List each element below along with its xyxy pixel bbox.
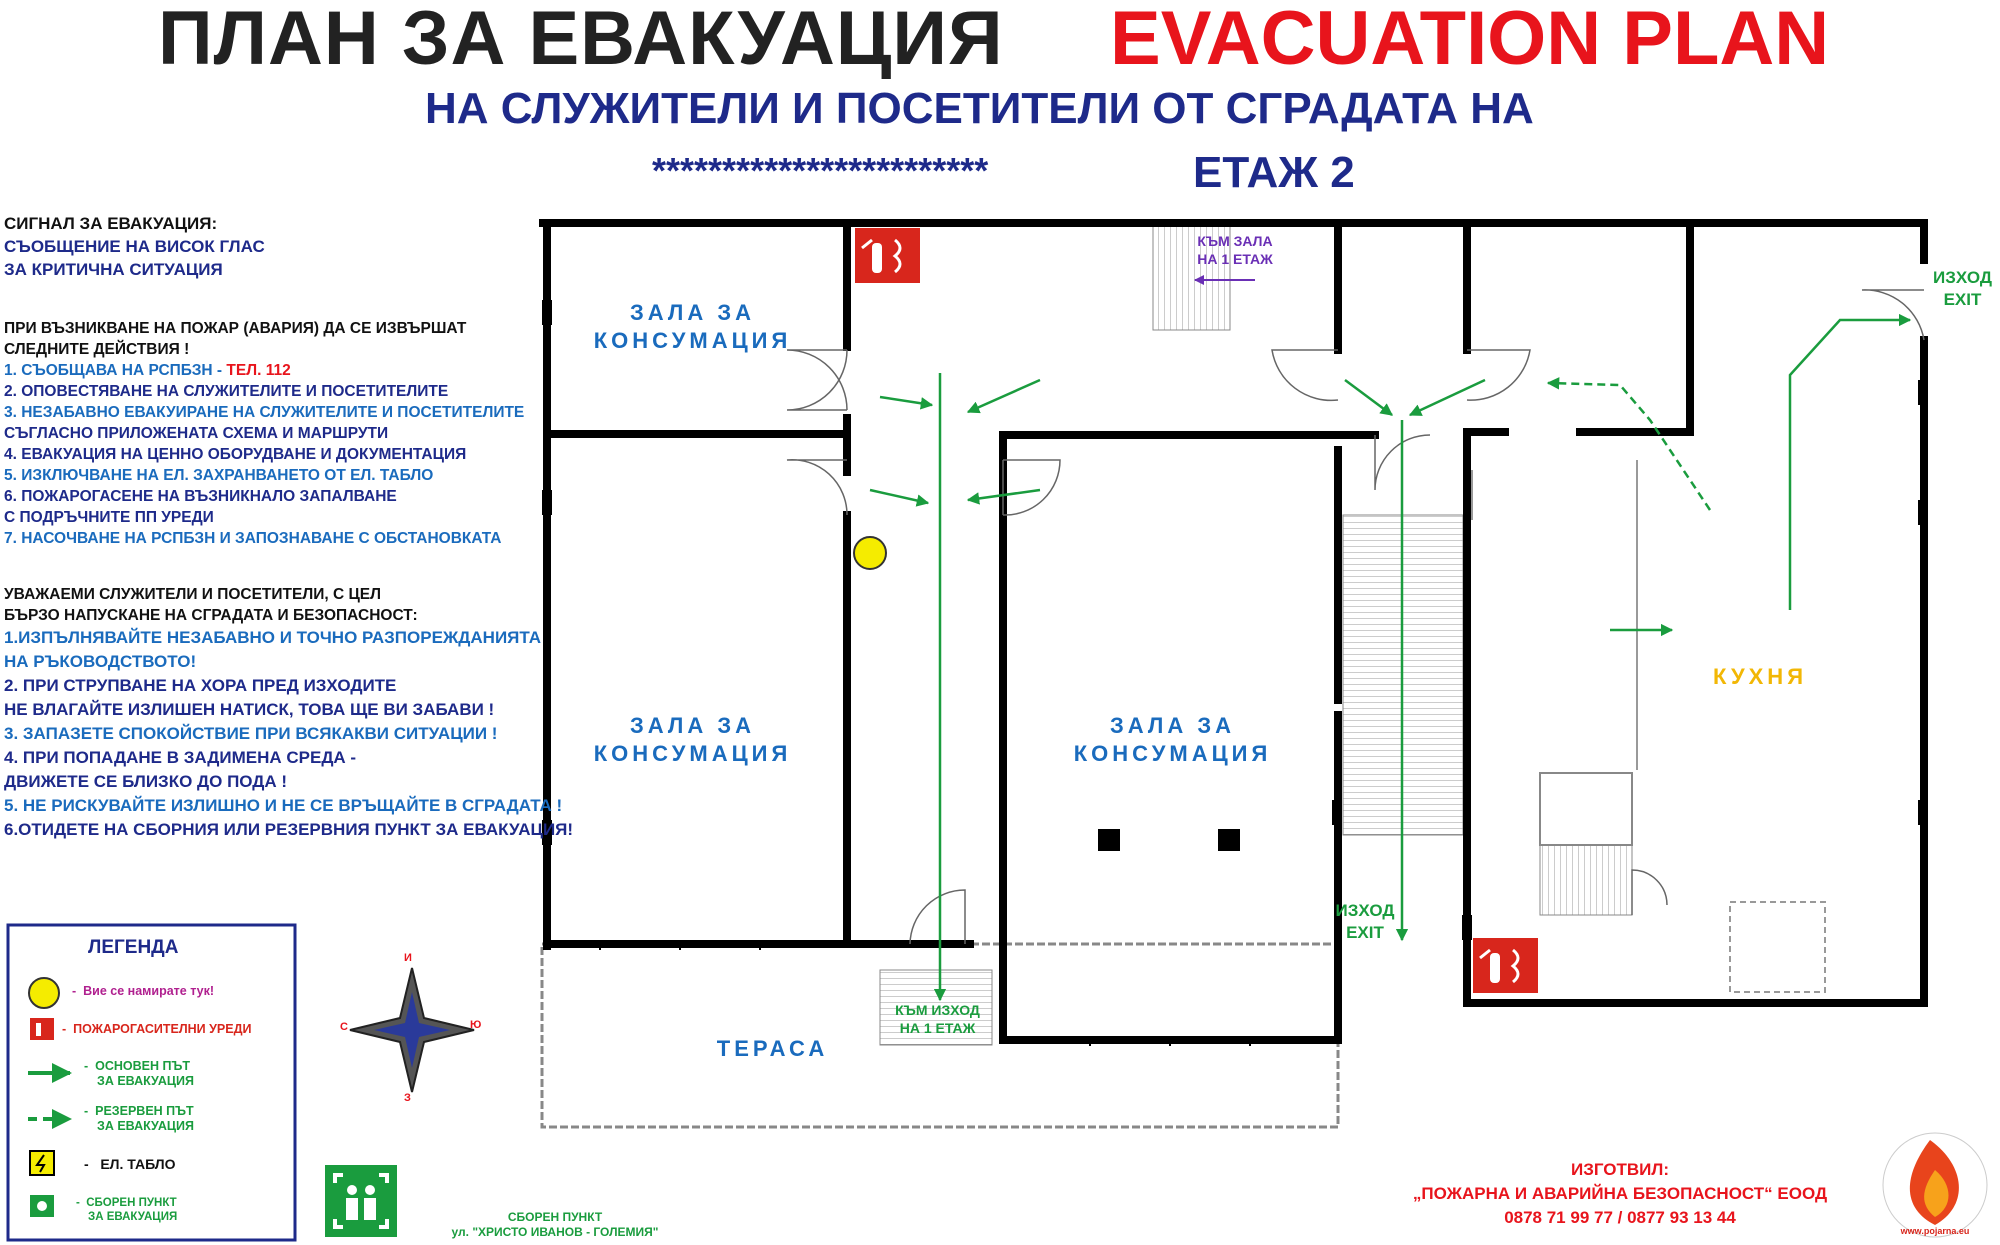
subtitle: НА СЛУЖИТЕЛИ И ПОСЕТИТЕЛИ ОТ СГРАДАТА НА [425,84,1534,133]
exit-label-en: EXIT [1943,290,1982,309]
advice-intro-2: БЪРЗО НАПУСКАНЕ НА СГРАДАТА И БЕЗОПАСНОСТ: [4,607,418,624]
legend-extinguisher-icon [30,1018,54,1040]
legend-main-route-line-2: ЗА ЕВАКУАЦИЯ [97,1074,195,1088]
hall-label-line-2: КОНСУМАЦИЯ [593,328,792,353]
title-en: EVACUATION PLAN [1110,0,1830,81]
legend-main-route [84,1059,194,1089]
legend-electrical-panel-icon [30,1151,54,1175]
advice-item-6: 6.ОТИДЕТЕ НА СБОРНИЯ ИЛИ РЕЗЕРВНИЯ ПУНКТ ЗА ЕВАКУАЦИЯ! [4,820,574,839]
author-block [1360,1158,1880,1230]
action-item-2: 2. ОПОВЕСТЯВАНЕ НА СЛУЖИТЕЛИТЕ И ПОСЕТИТЕЛИТЕ [4,383,449,400]
legend-panel-text: ЕЛ. ТАБЛО [100,1156,176,1172]
exit-label-en: EXIT [1346,923,1384,942]
assembly-point-sign-icon [325,1165,397,1237]
exit-label-right [1925,267,2000,311]
legend-you-are-here [72,984,214,998]
exit-label-bg: ИЗХОД [1933,268,1992,287]
stairs-to-hall-label [1175,232,1295,268]
kitchen-area-dashed [1730,902,1825,992]
action-item-1-tel: ТЕЛ. 112 [226,362,291,379]
stairs-to-exit-label [880,1001,995,1037]
legend-dash: - [62,1022,67,1036]
advice-item-1b: НА РЪКОВОДСТВОТО! [4,652,197,671]
advice-item-5: 5. НЕ РИСКУВАЙТЕ ИЗЛИШНО И НЕ СЕ ВРЪЩАЙТЕ В СГРАДАТА ! [4,796,563,815]
stairs-kitchen [1540,845,1632,915]
kitchen-label: КУХНЯ [1712,664,1808,689]
legend-dash: - [84,1059,89,1073]
legend-reserve-route-line-1: РЕЗЕРВЕН ПЪТ [95,1104,194,1118]
exit-label-center [1325,900,1405,944]
signal-line-2: ЗА КРИТИЧНА СИТУАЦИЯ [4,260,223,279]
legend-assembly-line-1: СБОРЕН ПУНКТ [86,1197,177,1209]
exit-label-bg: ИЗХОД [1335,901,1395,920]
you-are-here-marker [854,537,886,569]
extinguisher-icon [855,228,920,283]
legend-extinguishers [62,1022,251,1036]
compass-west-label: С [340,1021,348,1033]
legend-assembly-point-icon [30,1195,54,1217]
legend-reserve-route-line-2: ЗА ЕВАКУАЦИЯ [97,1119,195,1133]
author-phones: 0878 71 99 77 / 0877 93 13 44 [1504,1208,1736,1227]
assembly-point-address: ул. "ХРИСТО ИВАНОВ - ГОЛЕМИЯ" [451,1225,659,1239]
title-bg: ПЛАН ЗА ЕВАКУАЦИЯ [158,0,1004,81]
assembly-point-title: СБОРЕН ПУНКТ [507,1210,603,1224]
legend-assembly-point [76,1196,177,1224]
hall-label-line-2: КОНСУМАЦИЯ [1073,741,1272,766]
legend-dash: - [84,1156,89,1172]
kitchen-pantry [1540,773,1632,845]
fire-actions-list [4,318,524,549]
legend-assembly-line-2: ЗА ЕВАКУАЦИЯ [88,1211,178,1223]
hall-label-center [1040,712,1305,768]
advice-item-2a: 2. ПРИ СТРУПВАНЕ НА ХОРА ПРЕД ИЗХОДИТЕ [4,676,397,695]
legend-dash: - [76,1197,80,1209]
legend-you-are-here-icon [29,978,59,1008]
stairs-to-exit-line-2: НА 1 ЕТАЖ [899,1020,976,1036]
hall-label-line-1: ЗАЛА ЗА [1109,713,1236,738]
action-item-5: 5. ИЗКЛЮЧВАНЕ НА ЕЛ. ЗАХРАНВАНЕТО ОТ ЕЛ. ТАБЛО [4,467,434,484]
action-item-3a: 3. НЕЗАБАВНО ЕВАКУИРАНЕ НА СЛУЖИТЕЛИТЕ И ПОСЕТИТЕЛИТЕ [4,404,525,421]
signal-line-1: СЪОБЩЕНИЕ НА ВИСОК ГЛАС [4,237,265,256]
action-item-1-text: 1. СЪОБЩАВА НА РСПБЗН - [4,362,227,379]
legend-dash: - [72,984,77,998]
advice-item-4a: 4. ПРИ ПОПАДАНЕ В ЗАДИМЕНА СРЕДА - [4,748,357,767]
action-item-3b: СЪГЛАСНО ПРИЛОЖЕНАТА СХЕМА И МАРШРУТИ [4,425,389,442]
author-label: ИЗГОТВИЛ: [1571,1160,1669,1179]
reserve-evacuation-route [1548,383,1710,510]
legend-you-are-here-text: Вие се намирате тук! [83,984,215,998]
action-item-1 [4,360,524,381]
author-company: „ПОЖАРНА И АВАРИЙНА БЕЗОПАСНОСТ“ ЕООД [1412,1184,1828,1203]
advice-item-1a: 1.ИЗПЪЛНЯВАЙТЕ НЕЗАБАВНО И ТОЧНО РАЗПОРЕЖДАНИЯТА [4,628,541,647]
legend-panel [84,1156,176,1172]
legend-title: ЛЕГЕНДА [88,937,179,958]
action-item-6a: 6. ПОЖАРОГАСЕНЕ НА ВЪЗНИКНАЛО ЗАПАЛВАНЕ [4,488,397,505]
compass-rose-icon [350,968,474,1092]
evacuation-signal [4,212,265,281]
floor-label: ЕТАЖ 2 [1193,148,1355,197]
hall-label-left [560,712,825,768]
legend-dash: - [84,1104,89,1118]
advice-item-2b: НЕ ВЛАГАЙТЕ ИЗЛИШЕН НАТИСК, ТОВА ЩЕ ВИ ЗАБАВИ ! [4,700,495,719]
hall-label-line-1: ЗАЛА ЗА [629,300,756,325]
hall-label-line-1: ЗАЛА ЗА [629,713,756,738]
advice-intro-1: УВАЖАЕМИ СЛУЖИТЕЛИ И ПОСЕТИТЕЛИ, С ЦЕЛ [4,586,382,603]
visitor-advice-list [4,584,573,842]
hall-label-line-2: КОНСУМАЦИЯ [593,741,792,766]
legend-main-route-line-1: ОСНОВЕН ПЪТ [95,1059,190,1073]
advice-item-4b: ДВИЖЕТЕ СЕ БЛИЗКО ДО ПОДА ! [4,772,288,791]
stairs-to-hall-line-2: НА 1 ЕТАЖ [1197,251,1273,267]
action-item-4: 4. ЕВАКУАЦИЯ НА ЦЕННО ОБОРУДВАНЕ И ДОКУМЕНТАЦИЯ [4,446,467,463]
terrace-label: ТЕРАСА [716,1036,829,1061]
actions-intro-2: СЛЕДНИТЕ ДЕЙСТВИЯ ! [4,341,190,358]
extinguisher-icon [1473,938,1538,993]
assembly-point-label [400,1210,710,1240]
advice-item-3: 3. ЗАПАЗЕТЕ СПОКОЙСТВИЕ ПРИ ВСЯКАКВИ СИТУАЦИИ ! [4,724,498,743]
signal-heading: СИГНАЛ ЗА ЕВАКУАЦИЯ: [4,214,218,233]
hall-label-top-left [560,299,825,355]
action-item-6b: С ПОДРЪЧНИТЕ ПП УРЕДИ [4,509,214,526]
stairs-to-exit-line-1: КЪМ ИЗХОД [895,1002,980,1018]
logo-website: www.pojarna.eu [1900,1226,1970,1236]
legend-reserve-route [84,1104,194,1134]
legend-extinguishers-text: ПОЖАРОГАСИТЕЛНИ УРЕДИ [73,1022,252,1036]
stairs-to-hall-line-1: КЪМ ЗАЛА [1197,233,1273,249]
action-item-7: 7. НАСОЧВАНЕ НА РСПБЗН И ЗАПОЗНАВАНЕ С ОБСТАНОВКАТА [4,530,502,547]
compass-east-label: Ю [470,1019,482,1031]
company-logo [1883,1133,1987,1237]
compass-north-label: И [404,952,412,964]
wall-columns [542,300,1928,940]
building-name-mask: ************************ [652,150,989,191]
compass-south-label: З [404,1092,411,1104]
actions-intro-1: ПРИ ВЪЗНИКВАНЕ НА ПОЖАР (АВАРИЯ) ДА СЕ ИЗВЪРШАТ [4,320,467,337]
